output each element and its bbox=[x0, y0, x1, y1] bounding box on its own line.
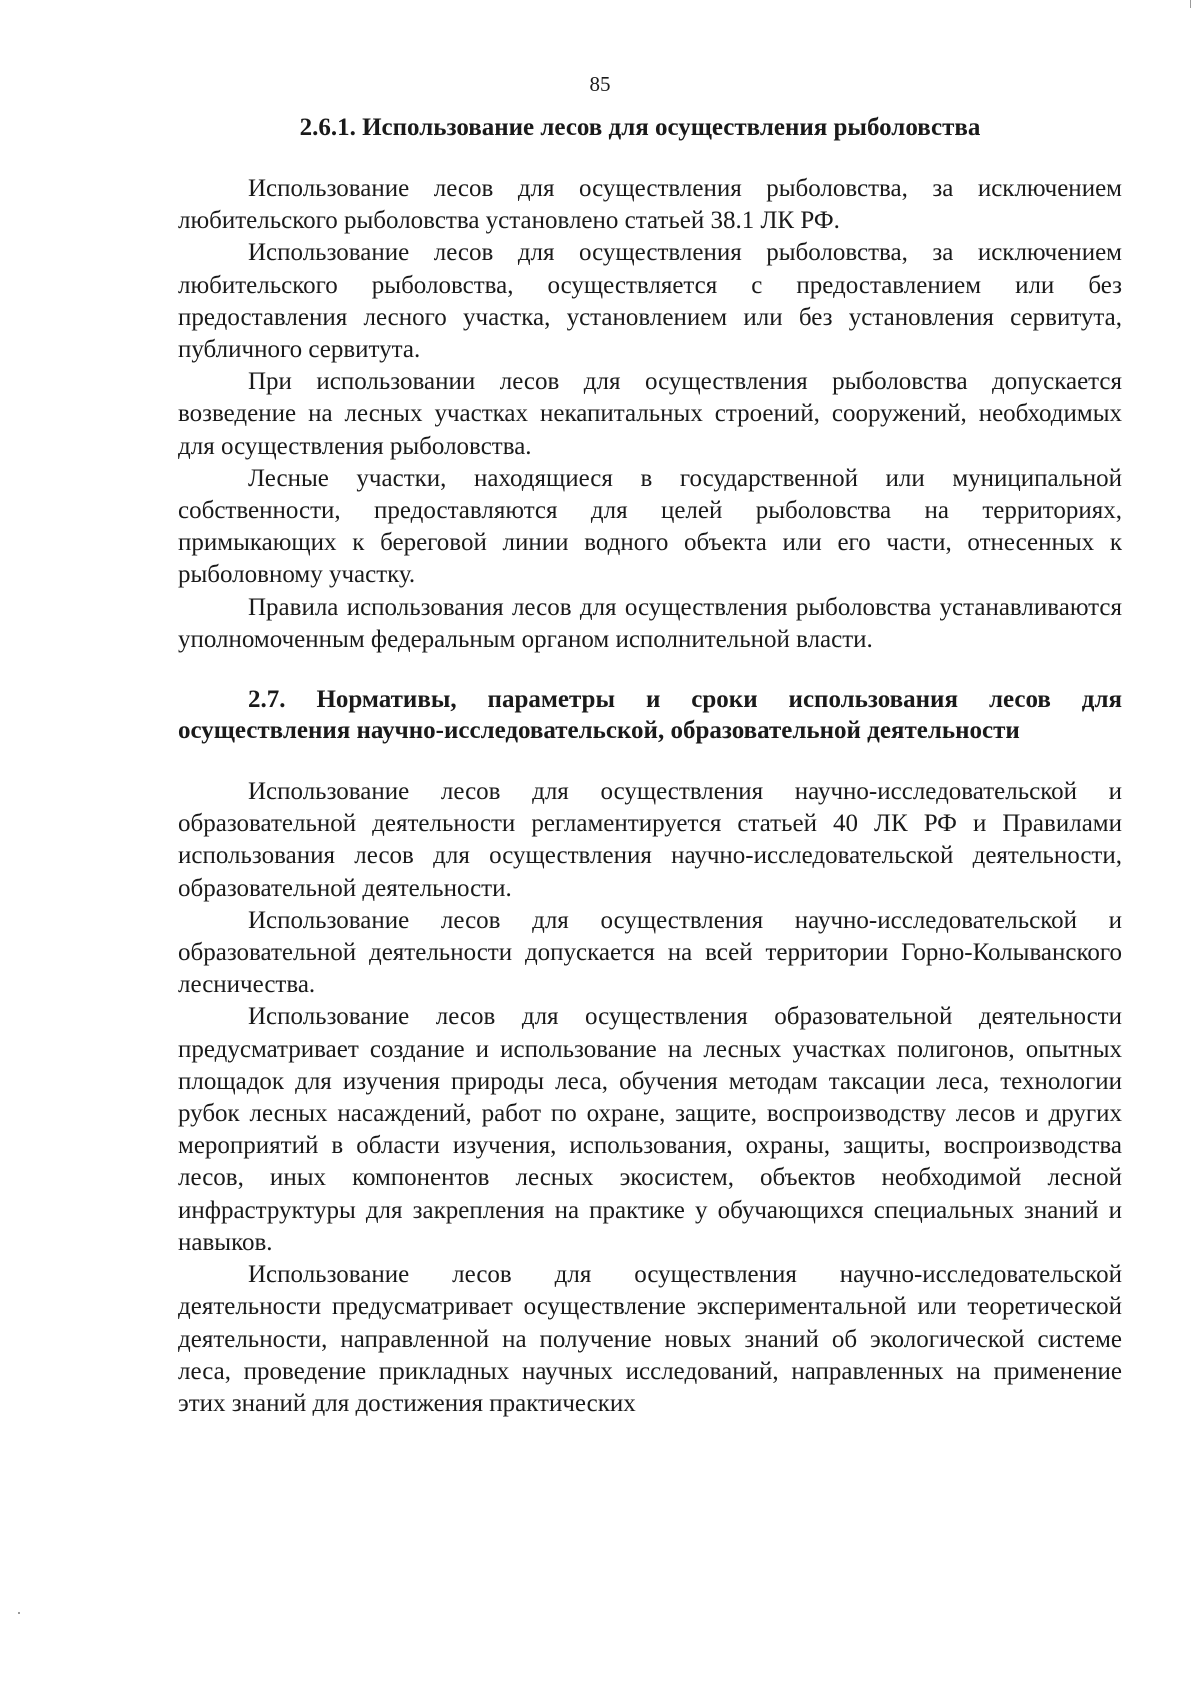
scan-artifact-mark bbox=[1190, 0, 1191, 8]
page-number: 85 bbox=[589, 72, 611, 96]
paragraph: Правила использования лесов для осуществления рыболовства устанавливаются уполномоченным федеральным органом исполнительной власти. bbox=[178, 593, 1122, 653]
paragraph: Использование лесов для осуществления образовательной деятельности предусматривает создание и использование на лесных участках полигонов, опытных площадок для изучения природы леса, обучения методам таксации леса, технологии рубок лесных насаждений, работ по охране, защите, воспроизводству лесов и других мероприятий в области изучения, использования, охраны, защиты, воспроизводства лесов, иных компонентов лесных экосистем, объектов необходимой лесной инфраструктуры для закрепления на практике у обучающихся специальных знаний и навыков. bbox=[178, 1003, 1122, 1256]
section-heading-2-7: 2.7. Нормативы, параметры и сроки использования лесов для осуществления научно-исследовательской, образовательной деятельности bbox=[178, 686, 1122, 745]
paragraph: Использование лесов для осуществления рыболовства, за исключением любительского рыболовства установлено статьей 38.1 ЛК РФ. bbox=[178, 175, 1122, 235]
page-content bbox=[178, 112, 1122, 1420]
scan-artifact-mark bbox=[18, 1612, 20, 1614]
paragraph: Использование лесов для осуществления рыболовства, за исключением любительского рыболовства, осуществляется с предоставлением или без предоставления лесного участка, установлением или без установления сервитута, публичного сервитута. bbox=[178, 239, 1122, 364]
paragraph: При использовании лесов для осуществления рыболовства допускается возведение на лесных участках некапитальных строений, сооружений, необходимых для осуществления рыболовства. bbox=[178, 368, 1122, 460]
paragraph: Использование лесов для осуществления научно-исследовательской деятельности предусматривает осуществление экспериментальной или теоретической деятельности, направленной на получение новых знаний об экологической системе леса, проведение прикладных научных исследований, направленных на применение этих знаний для достижения практических bbox=[178, 1261, 1122, 1417]
section-heading-2-6-1: 2.6.1. Использование лесов для осуществления рыболовства bbox=[299, 114, 981, 141]
paragraph: Лесные участки, находящиеся в государственной или муниципальной собственности, предоставляются для целей рыболовства на территориях, примыкающих к береговой линии водного объекта или его части, отнесенных к рыболовному участку. bbox=[178, 464, 1122, 589]
paragraph: Использование лесов для осуществления научно-исследовательской и образовательной деятельности допускается на всей территории Горно-Колыванского лесничества. bbox=[178, 906, 1122, 999]
paragraph: Использование лесов для осуществления научно-исследовательской и образовательной деятельности регламентируется статьей 40 ЛК РФ и Правилами использования лесов для осуществления научно-исследовательской деятельности, образовательной деятельности. bbox=[178, 778, 1122, 902]
